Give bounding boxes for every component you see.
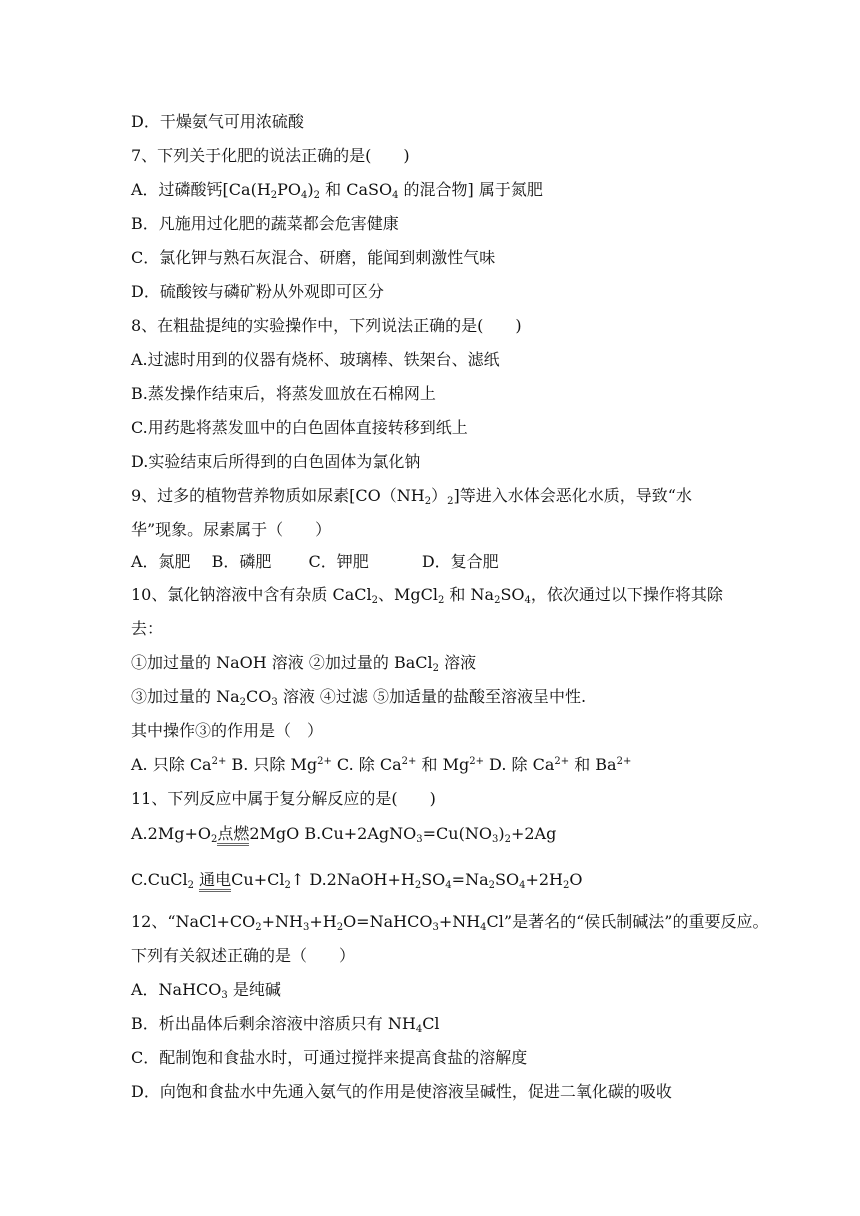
- text-line: [131, 350, 500, 370]
- text-run: O: [569, 870, 583, 889]
- reaction-condition: 通电: [199, 871, 231, 892]
- text-line: [131, 721, 323, 741]
- text-line: [131, 282, 384, 302]
- text-run: SO: [500, 585, 525, 604]
- text-run: C.用药匙将蒸发皿中的白色固体直接转移到纸上: [131, 418, 468, 437]
- text-run: D．干燥氨气可用浓硫酸: [131, 112, 304, 131]
- subscript: 2: [424, 496, 432, 507]
- subscript: 2: [488, 880, 495, 891]
- text-line: [131, 980, 281, 1000]
- text-run: ]等进入水体会恶化水质，导致“水: [453, 486, 692, 505]
- text-run: SO: [494, 870, 520, 889]
- text-run: CO: [246, 687, 272, 706]
- text-run: A．氮肥 B．磷肥 C．钾肥 D．复合肥: [131, 552, 499, 571]
- text-run: +H: [309, 912, 337, 931]
- text-run: O=NaHCO: [343, 912, 433, 931]
- subscript: 2: [239, 697, 247, 708]
- text-run: 的混合物] 属于氮肥: [398, 180, 543, 199]
- text-run: 和 Na: [444, 585, 495, 604]
- text-line: [131, 619, 163, 639]
- text-run: A.2Mg+O: [131, 824, 211, 843]
- superscript: 2+: [317, 756, 332, 767]
- text-line: [131, 486, 692, 506]
- subscript: 4: [301, 190, 308, 201]
- text-run: 7、下列关于化肥的说法正确的是( ): [131, 146, 410, 165]
- text-run: A．过磷酸钙[Ca(H: [131, 180, 271, 199]
- text-run: ↑ D.2NaOH+H: [290, 870, 415, 889]
- text-run: 8、在粗盐提纯的实验操作中，下列说法正确的是( ): [131, 316, 522, 335]
- text-run: ): [498, 824, 505, 843]
- text-line: [131, 214, 399, 234]
- text-run: D.实验结束后所得到的白色固体为氯化钠: [131, 452, 421, 471]
- text-run: C．配制饱和食盐水时，可通过搅拌来提高食盐的溶解度: [131, 1048, 528, 1067]
- text-run: SO: [421, 870, 446, 889]
- text-run: PO: [277, 180, 302, 199]
- text-run: C. 除 Ca: [331, 755, 402, 774]
- subscript: 3: [432, 922, 439, 933]
- text-run: +NH: [438, 912, 481, 931]
- text-run: 11、下列反应中属于复分解反应的是( ): [131, 789, 436, 808]
- subscript: 3: [302, 922, 310, 933]
- subscript: 2: [437, 595, 445, 606]
- superscript: 2+: [554, 756, 570, 767]
- text-run: +2H: [525, 870, 563, 889]
- text-line: [131, 789, 436, 809]
- subscript: 4: [415, 1024, 423, 1035]
- subscript: 2: [447, 496, 454, 507]
- subscript: 2: [284, 880, 291, 891]
- subscript: 4: [392, 190, 399, 201]
- subscript: 2: [336, 922, 344, 933]
- text-run: D．硫酸铵与磷矿粉从外观即可区分: [131, 282, 384, 301]
- superscript: 2+: [616, 756, 632, 767]
- text-run: 华”现象。尿素属于（ ）: [131, 520, 332, 539]
- subscript: 2: [270, 190, 278, 201]
- text-line: [131, 946, 355, 966]
- text-run: D. 除 Ca: [483, 755, 555, 774]
- subscript: 4: [445, 880, 452, 891]
- text-run: =Cu(NO: [422, 824, 492, 843]
- text-line: [131, 384, 436, 404]
- text-run: B.蒸发操作结束后，将蒸发皿放在石棉网上: [131, 384, 436, 403]
- text-run: ）: [431, 486, 448, 505]
- text-line: [131, 653, 476, 673]
- text-run: B. 只除 Mg: [226, 755, 318, 774]
- text-run: 和 Ba: [569, 755, 617, 774]
- text-run: ，依次通过以下操作将其除: [530, 585, 723, 604]
- text-run: 12、“NaCl+CO: [131, 912, 256, 931]
- text-run: 和 CaSO: [320, 180, 393, 199]
- subscript: 2: [504, 834, 511, 845]
- text-line: [131, 824, 556, 846]
- subscript: 2: [414, 880, 422, 891]
- subscript: 2: [371, 595, 378, 606]
- subscript: 2: [432, 663, 439, 674]
- superscript: 2+: [469, 756, 484, 767]
- text-run: C.CuCl: [131, 870, 188, 889]
- text-run: 溶液: [439, 653, 477, 672]
- superscript: 2+: [401, 756, 417, 767]
- text-run: +2Ag: [510, 824, 557, 843]
- text-run: A.过滤时用到的仪器有烧杯、玻璃棒、铁架台、滤纸: [131, 350, 500, 369]
- text-line: [131, 1014, 440, 1034]
- reaction-condition: 点燃: [217, 825, 249, 846]
- text-run: ①加过量的 NaOH 溶液 ②加过量的 BaCl: [131, 653, 433, 672]
- text-line: [131, 1082, 672, 1102]
- text-line: [131, 316, 522, 336]
- text-run: B．凡施用过化肥的蔬菜都会危害健康: [131, 214, 399, 233]
- subscript: 4: [519, 880, 526, 891]
- text-run: +NH: [261, 912, 303, 931]
- text-line: [131, 146, 410, 166]
- text-line: [131, 870, 582, 892]
- text-line: [131, 585, 723, 605]
- text-run: 是纯碱: [227, 980, 281, 999]
- text-run: Cu+Cl: [231, 870, 285, 889]
- subscript: 3: [271, 697, 278, 708]
- text-line: [131, 755, 631, 775]
- text-run: A. 只除 Ca: [131, 755, 212, 774]
- text-run: 溶液 ④过滤 ⑤加适量的盐酸至溶液呈中性.: [277, 687, 587, 706]
- subscript: 3: [416, 834, 423, 845]
- text-run: 10、氯化钠溶液中含有杂质 CaCl: [131, 585, 372, 604]
- text-run: =Na: [451, 870, 489, 889]
- text-line: [131, 687, 586, 707]
- text-line: [131, 912, 768, 932]
- text-run: 其中操作③的作用是（ ）: [131, 721, 324, 740]
- subscript: 2: [562, 880, 570, 891]
- superscript: 2+: [211, 756, 227, 767]
- text-line: [131, 552, 499, 572]
- subscript: 4: [524, 595, 531, 606]
- text-run: A．NaHCO: [131, 980, 222, 999]
- subscript: 3: [491, 834, 499, 845]
- text-run: 下列有关叙述正确的是（ ）: [131, 946, 356, 965]
- text-line: [131, 452, 420, 472]
- subscript: 3: [221, 990, 228, 1001]
- text-run: B．析出晶体后剩余溶液中溶质只有 NH: [131, 1014, 416, 1033]
- text-run: C．氯化钾与熟石灰混合、研磨，能闻到刺激性气味: [131, 248, 496, 267]
- subscript: 2: [187, 880, 195, 891]
- subscript: 4: [480, 922, 487, 933]
- subscript: 2: [494, 595, 501, 606]
- text-run: 、MgCl: [377, 585, 438, 604]
- text-line: [131, 1048, 527, 1068]
- text-run: 和 Mg: [416, 755, 470, 774]
- text-line: [131, 520, 331, 540]
- subscript: 2: [255, 922, 262, 933]
- text-run: Cl”是著名的“侯氏制碱法”的重要反应。: [486, 912, 769, 931]
- text-run: D．向饱和食盐水中先通入氨气的作用是使溶液呈碱性，促进二氧化碳的吸收: [131, 1082, 672, 1101]
- text-run: 9、过多的植物营养物质如尿素[CO（NH: [131, 486, 425, 505]
- subscript: 2: [210, 834, 218, 845]
- text-run: 去：: [131, 619, 164, 638]
- text-line: [131, 248, 495, 268]
- text-line: [131, 180, 543, 200]
- subscript: 2: [313, 190, 321, 201]
- text-run: 2MgO B.Cu+2AgNO: [249, 824, 417, 843]
- text-run: Cl: [422, 1014, 440, 1033]
- text-line: [131, 112, 304, 132]
- text-line: [131, 418, 468, 438]
- text-run: ): [307, 180, 314, 199]
- text-run: ③加过量的 Na: [131, 687, 240, 706]
